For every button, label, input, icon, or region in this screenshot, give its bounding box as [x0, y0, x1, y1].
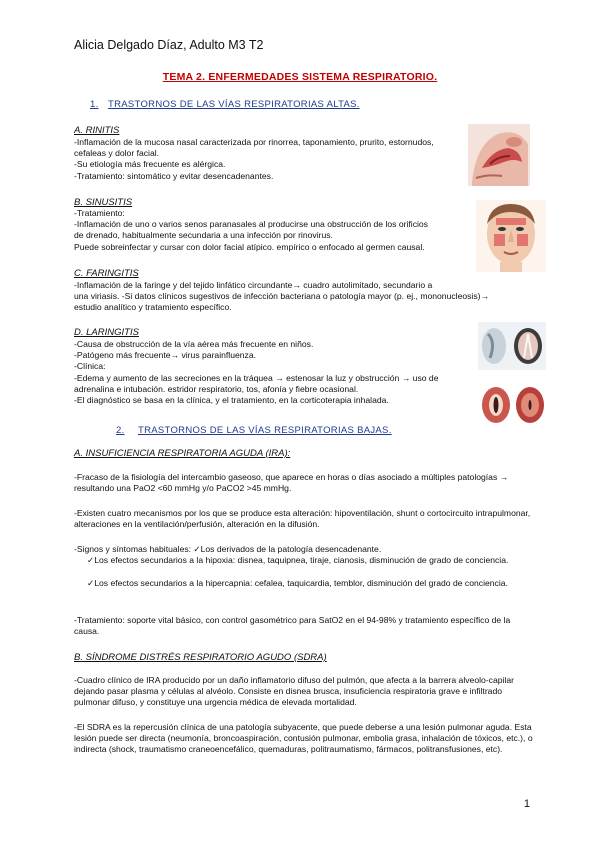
document-header: Alicia Delgado Díaz, Adulto M3 T2 [74, 38, 264, 52]
sdra-paragraph-2: -El SDRA es la repercusión clínica de una patología subyacente, que puede deberse a una lesión pulmonar aguda. Esta lesión puede ser directa (neumonía, broncoaspiración, contusión pulmonar, embolia grasa, inhalación de tóxicos, etc.), o indirecta (shock, traumatismo craneoencefálico, quemaduras, politraumatismo, fármacos, politransfusiones, etc). [74, 722, 533, 755]
section-number-2: 2. [116, 425, 125, 436]
text-line: -Edema y aumento de las secreciones en la tráquea → estenosar la luz y obstrucción → uso de [74, 372, 439, 383]
faringitis-heading: C. FARINGITIS [74, 268, 139, 279]
text-line: -Causa de obstrucción de la vía aérea más frecuente en niños. [74, 339, 314, 349]
ira-tratamiento: -Tratamiento: soporte vital básico, con control gasométrico para SatO2 en el 94-98% y tratamiento específico de la causa. [74, 615, 511, 637]
ira-signos: -Signos y síntomas habituales: ✓Los derivados de la patología desencadenante. [74, 544, 382, 554]
text-line: -Inflamación de la mucosa nasal caracterizada por rinorrea, taponamiento, prurito, estornudos, [74, 137, 434, 147]
laringitis-text [74, 339, 438, 406]
text-line: -Tratamiento: sintomático y evitar desencadenantes. [74, 170, 274, 181]
text-line: -Patógeno más frecuente→ virus parainfluenza. [74, 350, 257, 361]
ira-heading: A. INSUFICIENCIA RESPIRATORIA AGUDA (IRA): [74, 448, 291, 459]
rinitis-heading: A. RINITIS [74, 125, 120, 136]
nasal-anatomy-image [468, 124, 530, 186]
text-line: una viriasis. -Si datos clínicos sugestivos de infección bacteriana o patología mayor (p. ej., mononucleosis)→ [74, 291, 490, 302]
page-title: TEMA 2. ENFERMEDADES SISTEMA RESPIRATORIO. [162, 71, 438, 83]
sinusitis-text [74, 208, 428, 253]
text-line: -El diagnóstico se basa en la clínica, y el tratamiento, en la corticoterapia inhalada. [74, 395, 389, 406]
section-heading-bajas: TRASTORNOS DE LAS VÍAS RESPIRATORIAS BAJAS. [138, 425, 392, 436]
text-line: -Tratamiento: [74, 208, 125, 218]
ira-hipercapnia: ✓Los efectos secundarios a la hipercapnia: cefalea, taquicardia, temblor, disminución del grado de conciencia. [87, 578, 508, 588]
ira-paragraph-1: -Fracaso de la fisiología del intercambio gaseoso, que aparece en horas o días asociado a múltiples patologías → resultando una PaO2 <60 mmHg y/o PaCO2 >45 mmHg. [74, 472, 509, 494]
text-line: -Su etiología más frecuente es alérgica. [74, 159, 226, 170]
ira-hipoxia: ✓Los efectos secundarios a la hipoxia: disnea, taquipnea, tiraje, cianosis, disminución de grado de conciencia. [87, 555, 509, 565]
text-line: de drenado, habitualmente secundaria a una infección por rinovirus. [74, 230, 333, 241]
text-line: -Inflamación de la faringe y del tejido linfático circundante→ cuadro autolimitado, secundario a [74, 280, 433, 290]
sdra-paragraph-1: -Cuadro clínico de IRA producido por un daño inflamatorio difuso del pulmón, que afecta a la barrera alveolo-capilar dejando pasar plasma y células al alvéolo. Consiste en disnea brusca, insuficiencia respiratoria grave e infiltrado pulmonar difuso, y constituye una urgencia médica de elevada mortalidad. [74, 675, 514, 708]
page-number: 1 [523, 798, 530, 810]
text-line: cefaleas y dolor facial. [74, 148, 160, 159]
sinusitis-heading: B. SINUSITIS [74, 197, 133, 208]
faringitis-text [74, 280, 489, 314]
text-line: estudio analítico y tratamiento específico. [74, 302, 232, 313]
rinitis-text [74, 137, 434, 182]
larynx-endoscopy-image [478, 322, 546, 370]
laryngitis-comparison-image [480, 383, 546, 429]
sdra-heading: B. SÍNDROME DISTRÉS RESPIRATORIO AGUDO (SDRA) [74, 652, 327, 663]
laringitis-heading: D. LARINGITIS [74, 327, 139, 338]
section-number-1: 1. [90, 99, 99, 110]
sinus-face-image [476, 200, 546, 272]
ira-paragraph-2: -Existen cuatro mecanismos por los que se produce esta alteración: hipoventilación, shunt o cortocircuito intrapulmonar, alteraciones en la ventilación/perfusión, alteración en la difusión. [74, 508, 531, 530]
text-line: adrenalina e intubación. estridor respiratorio, tos, afonía y fiebre ocasional. [74, 383, 359, 394]
text-line: Puede sobreinfectar y cursar con dolor facial atípico. empírico o enfocado al germen causal. [74, 241, 425, 252]
text-line: -Inflamación de uno o varios senos paranasales al producirse una obstrucción de los orificios [74, 219, 428, 230]
section-heading-altas: TRASTORNOS DE LAS VÍAS RESPIRATORIAS ALTAS. [108, 99, 360, 110]
text-line: -Clínica: [74, 361, 106, 372]
